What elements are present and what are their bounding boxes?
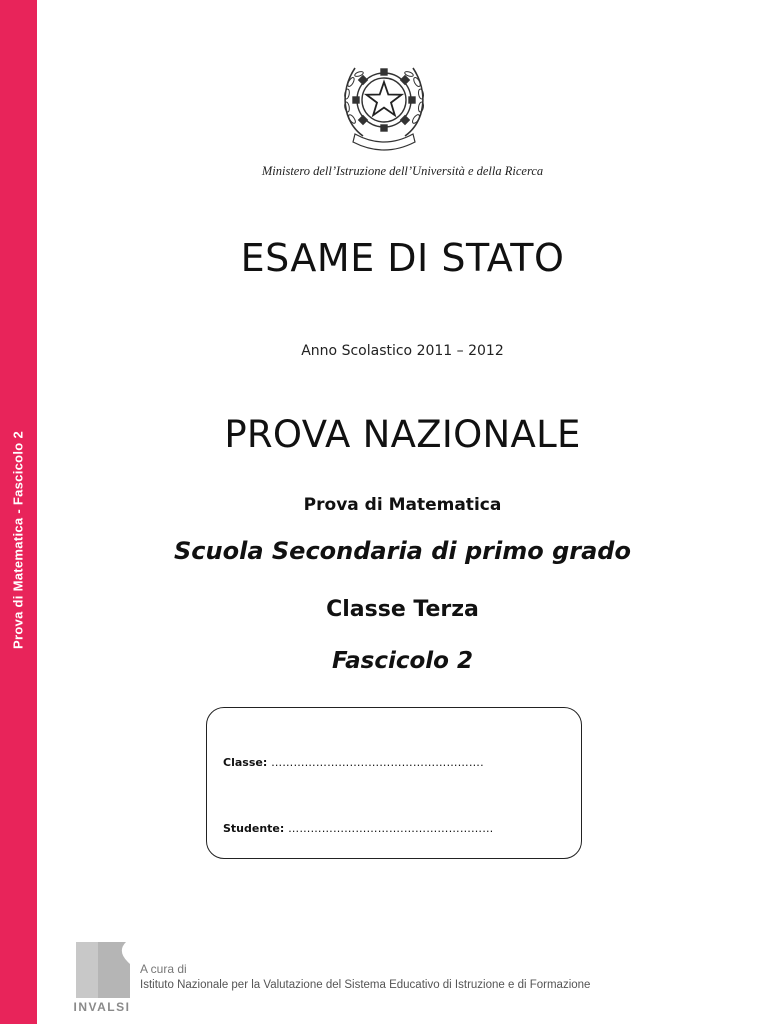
side-label: Prova di Matematica - Fascicolo 2 [10, 431, 26, 649]
school-level: Scuola Secondaria di primo grado [174, 537, 631, 565]
credit-label: A cura di [140, 962, 187, 976]
ministry-name: Ministero dell’Istruzione dell’Università e della Ricerca [261, 164, 544, 178]
invalsi-logo-text: INVALSI [73, 1000, 131, 1014]
student-field[interactable] [223, 822, 493, 835]
class-field[interactable] [223, 756, 484, 769]
class-label: Classe: [223, 756, 268, 769]
repubblica-italiana-emblem-icon [333, 52, 435, 154]
credit-institute: Istituto Nazionale per la Valutazione del Sistema Educativo di Istruzione e di Formazione [140, 979, 591, 991]
subject: Prova di Matematica [303, 495, 502, 515]
prova-title: PROVA NAZIONALE [224, 413, 581, 456]
booklet-number: Fascicolo 2 [332, 648, 473, 674]
class-year: Classe Terza [326, 597, 479, 622]
student-label: Studente: [223, 822, 285, 835]
student-dots: ………………………….…………………… [288, 822, 494, 835]
student-info-box [206, 707, 582, 859]
class-dots: ……………………..…………………………. [271, 756, 484, 769]
exam-title: ESAME DI STATO [240, 236, 565, 280]
school-year: Anno Scolastico 2011 – 2012 [301, 343, 504, 359]
